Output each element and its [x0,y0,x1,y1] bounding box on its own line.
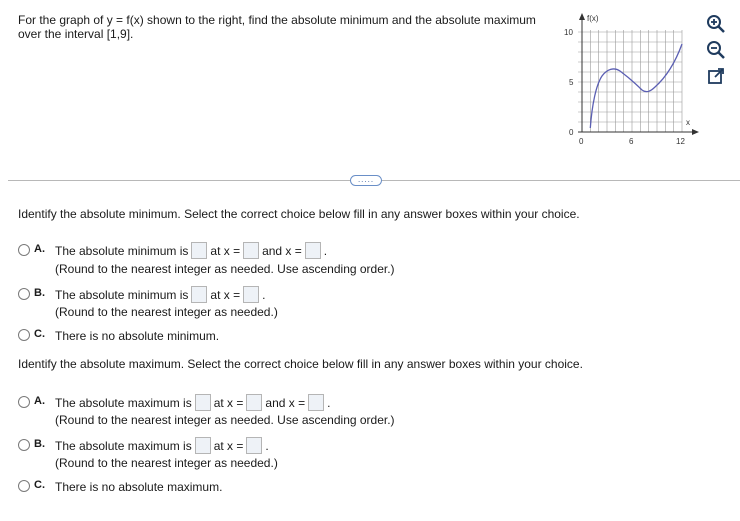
min-choice-c-radio[interactable] [18,329,30,341]
graph-axes [578,18,694,132]
min-value-input[interactable] [191,286,207,303]
choice-text: . [323,243,328,258]
choice-hint: (Round to the nearest integer as needed.) [55,456,278,470]
choice-letter: A. [34,243,45,255]
choice-text: at x = [210,287,241,302]
choice-text: The absolute minimum is [55,243,189,258]
max-prompt: Identify the absolute maximum. Select the correct choice below fill in any answer boxes within your choice. [18,357,583,371]
max-choice-a-radio[interactable] [18,396,30,408]
graph-grid [578,30,682,132]
graph-tools [706,14,728,92]
x-axis-arrow [692,129,699,135]
choice-letter: B. [34,287,45,299]
max-choice-b-radio[interactable] [18,439,30,451]
min-choice-a-radio[interactable] [18,244,30,256]
y-tick-label: 5 [569,78,574,87]
choice-text: . [262,287,266,302]
min-value-input[interactable] [191,242,207,259]
popout-icon[interactable] [706,66,726,86]
question-text: For the graph of y = f(x) shown to the right, find the absolute minimum and the absolute maximum over the interval [1,9]. [18,13,536,41]
choice-text: at x = [210,243,241,258]
choice-text: and x = [262,243,302,258]
choice-text: The absolute maximum is [55,438,192,453]
y-tick-label: 10 [564,28,573,37]
zoom-in-icon[interactable] [706,14,726,34]
choice-letter: C. [34,479,45,491]
choice-hint: (Round to the nearest integer as needed. Use ascending order.) [55,262,395,276]
choice-text: at x = [213,395,244,410]
expand-more-button[interactable]: ..... [350,175,382,186]
choice-letter: C. [34,328,45,340]
choice-text: and x = [265,395,306,410]
zoom-out-icon[interactable] [706,40,726,60]
choice-text: There is no absolute maximum. [55,480,223,494]
min-x2-input[interactable] [305,242,321,259]
y-axis-label: f(x) [587,14,599,23]
max-value-input[interactable] [195,437,211,454]
min-choice-b-radio[interactable] [18,288,30,300]
choice-text: The absolute maximum is [55,395,192,410]
choice-text: . [327,395,331,410]
choice-hint: (Round to the nearest integer as needed. Use ascending order.) [55,413,395,427]
choice-letter: A. [34,395,45,407]
x-tick-label: 0 [579,137,584,146]
max-choice-c-radio[interactable] [18,480,30,492]
function-curve [590,44,682,128]
choice-hint: (Round to the nearest integer as needed.) [55,305,278,319]
x-tick-label: 6 [629,137,634,146]
function-graph [558,10,700,150]
y-axis-arrow [579,13,585,20]
max-x-input[interactable] [246,437,262,454]
choice-letter: B. [34,438,45,450]
min-x1-input[interactable] [243,242,259,259]
max-value-input[interactable] [195,394,211,411]
max-x1-input[interactable] [246,394,262,411]
choice-text: There is no absolute minimum. [55,329,220,343]
x-tick-label: 12 [676,137,685,146]
choice-text: at x = [213,438,244,453]
min-x-input[interactable] [243,286,259,303]
min-prompt: Identify the absolute minimum. Select the correct choice below fill in any answer boxes within your choice. [18,207,580,221]
choice-text: The absolute minimum is [55,287,189,302]
choice-text: . [265,438,269,453]
max-x2-input[interactable] [308,394,324,411]
x-axis-label: x [686,118,690,127]
y-tick-label: 0 [569,128,574,137]
